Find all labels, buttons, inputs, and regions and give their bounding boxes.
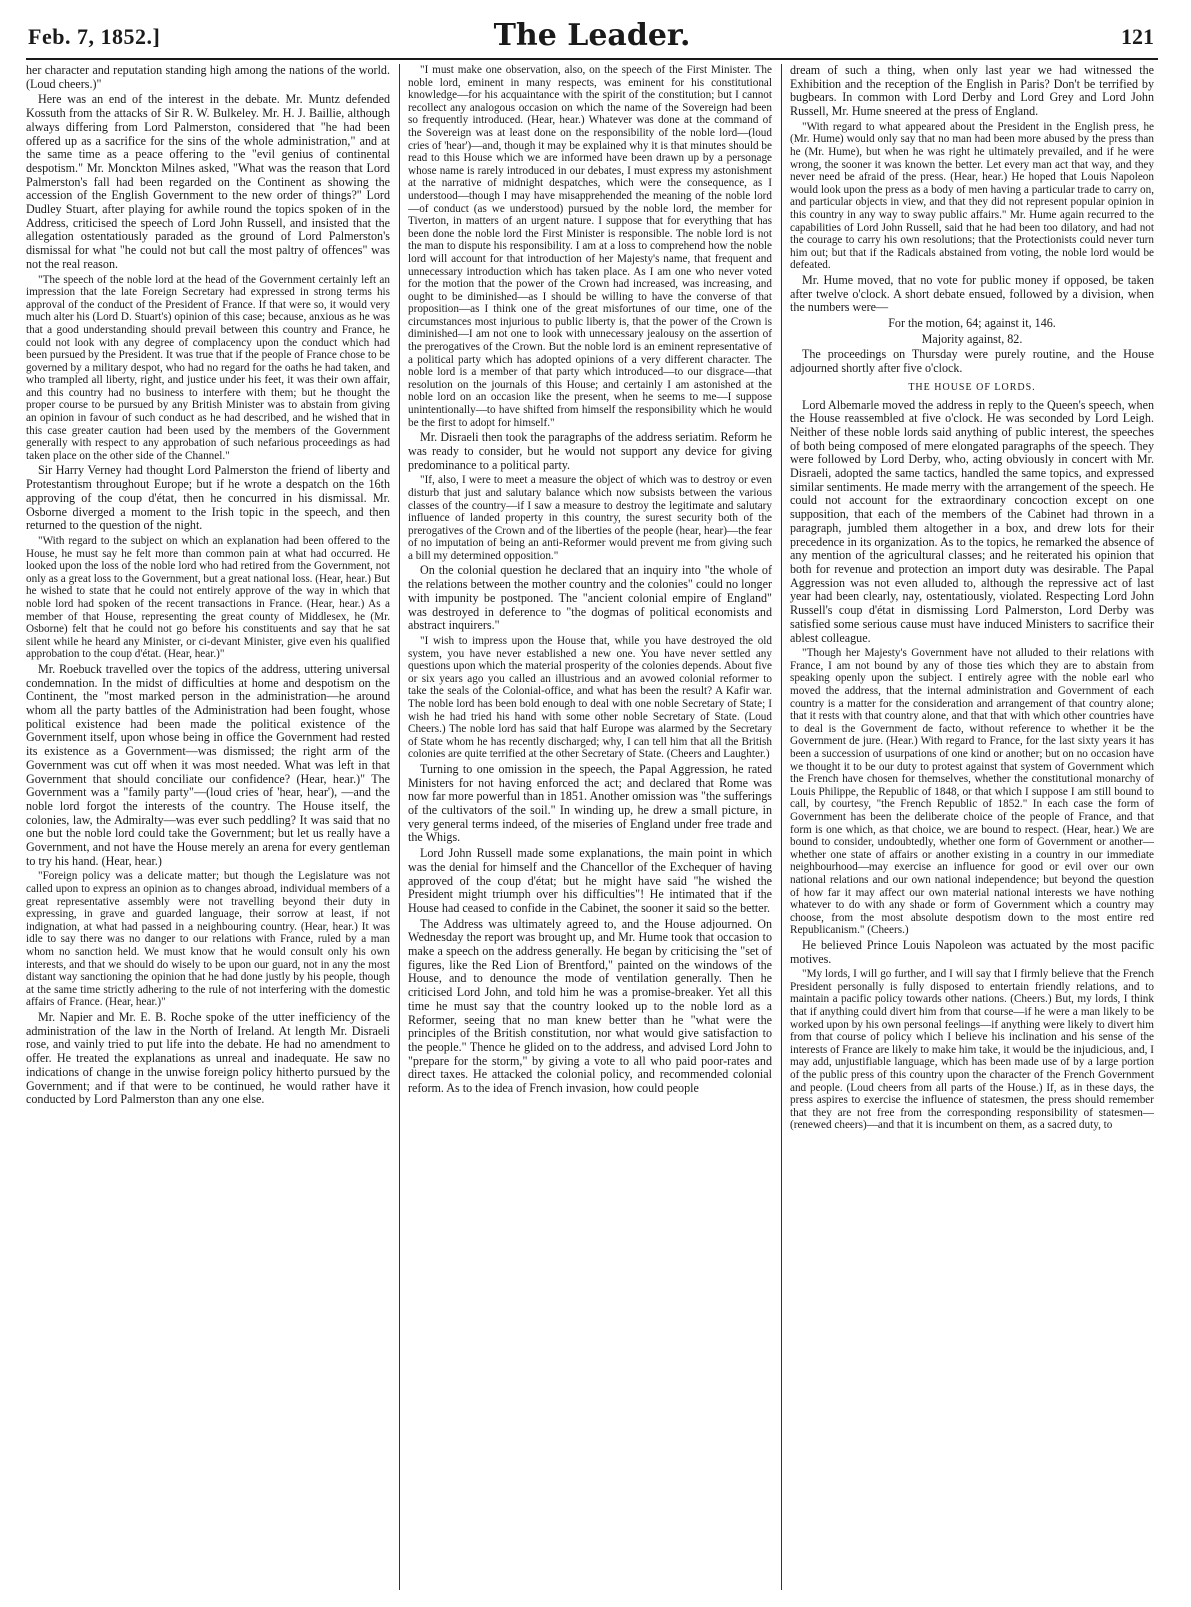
division-result: For the motion, 64; against it, 146.	[888, 316, 1056, 331]
paragraph: Mr. Roebuck travelled over the topics of the address, uttering universal condemnation. In the midst of difficulties at home and despotism on the Continent, the "most marked person in the administration—he around whom all the party battles of the Administration had been fought, whose political existence had been made the political existence of the Government itself, upon whose being in office the Government had rested its existence as a Government—was dismissed; the right arm of the Government was cut off when it was most needed. What was left in that Government that should conciliate our confidence? (Hear, hear.)" The Government was a "family party"—(loud cries of 'hear, hear'), —and the noble lord forgot the interests of the country. The House itself, the colonies, law, the Admiralty—was ever such peddling? It was said that no one but the noble lord could take the Government; but let us really have a Government, and not have the House merely an arena for every gentleman to try his hand. (Hear, hear.)	[26, 661, 390, 868]
column-rule	[399, 64, 400, 1590]
paragraph: He believed Prince Louis Napoleon was actuated by the most pacific motives.	[790, 937, 1154, 966]
paragraph: Mr. Disraeli then took the paragraphs of the address seriatim. Reform he was ready to consider, but he would not support any device for giving predominance to a political party.	[408, 430, 772, 472]
quoted-paragraph: "The speech of the noble lord at the head of the Government certainly left an impression that the late Foreign Secretary had expressed in strong terms his approval of the conduct of the President of France. If that were so, it would very much alter his (Lord D. Stuart's) opinion of this case; because, anxious as he was that a good understanding should prevail between this country and France, he could not look with any degree of complacency upon the conduct which had been pursued by the President. It was true that if the people of France chose to be governed by a military despot, who had no regard for the oaths he had taken, and who trampled all liberty, right, and justice under his feet, it was their own affair, and this country had no business to interfere with them; but he thought the proper course to be pursued by any British Minister was to abstain from giving an opinion in favour of such conduct as he had described, and he wished that in this case greater caution had been used by the members of the Government generally with respect to any approbation of such nefarious proceedings as had taken place on the other side of the Channel."	[26, 273, 390, 462]
quoted-paragraph: "Foreign policy was a delicate matter; but though the Legislature was not called upon to express an opinion as to changes abroad, individual members of a great representative assembly were not travelling beyond their duty in expressing, in grave and guarded language, their sorrow at least, if not indignation, at what had passed in a neighbouring country. (Hear, hear.) It was idle to say there was no danger to our relations with France, ruled by a man whom no sanction held. We must know that he would consult only his own interests, and that we should do wisely to be upon our guard, not in any the most distant way sanctioning the opinion that he had done justly by his people, though at the same time strictly adhering to the rule of not interfering with the domestic affairs of France. (Hear, hear.)"	[26, 870, 390, 1009]
paragraph: Sir Harry Verney had thought Lord Palmerston the friend of liberty and Protestantism throughout Europe; but if he wrote a despatch on the 16th approving of the coup d'état, then he concurred in his dismissal. Mr. Osborne diverged a moment to the Irish topic in the speech, and then returned to the question of the night.	[26, 463, 390, 533]
column-rule	[781, 64, 782, 1590]
quoted-paragraph: "Though her Majesty's Government have not alluded to their relations with France, I am not bound by any of those ties which they are to abstain from speaking openly upon the subject. I entirely agree with the noble earl who moved the address, that the internal administration and Government of each country is a matter for the consideration and arrangement of that country alone; that it rests with that country alone, and that that with which other countries have to deal is the Government de facto, without reference to whether it be the Government de jure. (Hear.) With regard to France, for the last sixty years it has been a succession of usurpations of one kind or another; but on no occasion have we thought it to be our duty to protest against that system of Government which the French have chosen for themselves, whether the constitutional monarchy of Louis Philippe, the Republic of 1848, or that which I suppose I am still bound to call, by courtesy, "the French Republic of 1852." In each case the form of Government has been the deliberate choice of the people of France, and that form is one which, as that choice, we are bound to respect. (Hear, hear.) We are bound to consider, undoubtedly, whether one form of Government or another—whether one state of affairs or another existing in a country in our immediate neighbourhood—may exercise an influence for good or evil over our own national relations and our own national independence; but beyond the question of how far it may affect our own material national interests we have nothing whatever to do with any shade or form of Government which a country may choose, from the most absolute despotism down to the most entire red Republicanism." (Cheers.)	[790, 647, 1154, 937]
paragraph: Lord Albemarle moved the address in reply to the Queen's speech, when the House reassembled at five o'clock. He was seconded by Lord Leigh. Neither of these noble lords said anything of public interest, the speeches of both being composed of mere elongated paragraphs of the speech. They were followed by Lord Derby, who, acting obviously in concert with Mr. Disraeli, adopted the same tactics, handled the same topics, and expressed similar sentiments. He made merry with the arrangement of the speech. He could not account for the extraordinary concoction except on one supposition, that each of the members of the Cabinet had thrown in a paragraph, jumbled them altogether in a box, and drew lots for their precedence in its organization. As to the topics, he remarked the absence of any mention of the agricultural classes; and he reiterated his opinion that both for revenue and protection an import duty was desirable. The Papal Aggression was not even alluded to, although the repressive act of last year had been clearly, nay, ostentatiously, violated. Respecting Lord John Russell's coup d'état in dismissing Lord Palmerston, Lord Derby was satisfied some serious cause must have induced Ministers to sacrifice their ablest colleague.	[790, 397, 1154, 645]
quoted-paragraph: "My lords, I will go further, and I will say that I firmly believe that the French President personally is fully disposed to entertain friendly relations, and to maintain a pacific policy towards other nations. (Cheers.) But, my lords, I think that if anything could divert him from that course—if he were a man likely to be worked upon by his own personal feelings—if anything were likely to divert him from that course of policy which I believe his inclination and his sense of the interests of France are likely to make him take, it would be the injudicious, and, I may add, unjustifiable language, which has been made use of by a large portion of the public press of this country upon the character of the French Government and people. (Loud cheers from all parts of the House.) If, as in these days, the press aspires to exercise the influence of statesmen, the press should remember that they are not free from the corresponding responsibility of statesmen—(renewed cheers)—and that it is incumbent on them, as a sacred duty, to	[790, 968, 1154, 1132]
column-3	[790, 64, 1154, 1590]
quoted-paragraph: "If, also, I were to meet a measure the object of which was to destroy or even disturb that just and salutary balance which now subsists between the various classes of the country—if I saw a measure to destroy the legitimate and salutary influence of landed property in this country, the surest security both of the prerogatives of the Crown and of the liberties of the people (hear, hear)—the fear of no imputation of being an anti-Reformer would prevent me from giving such a bill my determined opposition."	[408, 474, 772, 562]
issue-date: Feb. 7, 1852.]	[28, 24, 161, 49]
text-columns	[26, 64, 1158, 1590]
column-2	[408, 64, 772, 1590]
quoted-paragraph: "I must make one observation, also, on the speech of the First Minister. The noble lord, eminent in many respects, was eminent for his constitutional knowledge—for his acquaintance with the spirit of the constitution; but I cannot recollect any analogous occasion on which the name of the Sovereign had been so frequently introduced. (Hear, hear.) Whatever was done at the command of the Sovereign was at least done on the responsibility of the noble lord—(loud cries of 'hear')—and, though it may be explained why it is that minutes should be read to this House which we are informed have been drawn up by a personage whose name is rarely introduced in our debates, I must express my astonishment at the narrative of midnight despatches, which were the consequence, as I understood—though I may have misapprehended the meaning of the noble lord—of conduct (as we understood) pursued by the noble lord, the member for Tiverton, in matters of an urgent nature. I suppose that for everything that has been done the noble lord the First Minister is responsible. The noble lord is not the man to dispute his responsibility. I am at a loss to comprehend how the noble lord will account for that introduction of her Majesty's name, that frequent and unnecessary introduction which has taken place. As I am one who never voted for the motion that the power of the Crown had increased, was increasing, and ought to be diminished—as I should be willing to have the converse of that proposition—as I think one of the great misfortunes of our time, one of the circumstances most injurious to public liberty is, that the power of the Crown is diminished—I am not one to look with unnecessary jealousy on the assertion of the prerogatives of the Crown. But the noble lord is an eminent representative of a political party which has adopted opinions of a very different character. The noble lord is a member of that party which introduced—to our disgrace—that resolution on the journals of this House; and certainly I am astonished at the noble lord on an occasion like the present, when he seems to me—I suppose unintentionally—to have shifted from himself the responsibility which he would be the first to adopt for himself."	[408, 64, 772, 429]
paragraph: The proceedings on Thursday were purely routine, and the House adjourned shortly after five o'clock.	[790, 347, 1154, 376]
paragraph: Here was an end of the interest in the debate. Mr. Muntz defended Kossuth from the attacks of Sir R. W. Bulkeley. Mr. H. J. Baillie, although always differing from Lord Palmerston, considered that "he had been offered up as a sacrifice for the sins of the whole administration," and at the same time as a peace offering to the "evil genius of continental despotism." Mr. Monckton Milnes asked, "What was the reason that Lord Palmerston's fall had been regarded on the Continent as showing the accession of the English Government to the new order of things?" Lord Dudley Stuart, after playing for awhile round the topics spoken of in the Address, criticised the speech of Lord John Russell, and insisted that the allegation ostentatiously paraded as the ground of Lord Palmerston's dismissal for what "he could not but call the most paltry of offences" was not the real reason.	[26, 92, 390, 271]
quoted-paragraph: "I wish to impress upon the House that, while you have destroyed the old system, you have never established a new one. You have never settled any questions upon which the material prosperity of the colonies depends. About five or six years ago you called an illustrious and an avowed colonial reformer to take the seals of the Colonial-office, and what has been the result? A Kafir war. The noble lord has been bold enough to deal with one noble Secretary of State; I wish he had tried his hand with some other noble Secretary of State. (Loud Cheers.) The noble lord has said that half Europe was alarmed by the Secretary of State whom he has recently discharged; why, I can tell him that all the British colonies are quite terrified at the other Secretary of State. (Cheers and Laughter.)	[408, 635, 772, 761]
masthead	[26, 18, 1158, 60]
division-majority: Majority against, 82.	[921, 331, 1023, 346]
quoted-paragraph: "With regard to the subject on which an explanation had been offered to the House, he must say he felt more than common pain at what had occurred. He looked upon the loss of the noble lord who had retired from the Government, not only as a great loss to the Government, but a great national loss. (Hear, hear.) But he wished to state that he could not entirely approve of the way in which that noble lord had spoken of the recent transactions in France. (Hear, hear.) As a member of that House, representing the great county of Middlesex, he (Mr. Osborne) felt that he could not go before his constituents and say that he sat silent while he heard any Minister, or ci-devant Minister, give even his qualified approbation to the coup d'état. (Hear, hear.)"	[26, 534, 390, 661]
paragraph: Lord John Russell made some explanations, the main point in which was the denial for himself and the Chancellor of the Exchequer of having approved of the coup d'état; but he might have said "he wished the President might triumph over his difficulties"! He intimated that if the House had ceased to confide in the Cabinet, the sooner it said so the better.	[408, 846, 772, 915]
paragraph: On the colonial question he declared that an inquiry into "the whole of the relations between the mother country and the colonies" could no longer with impunity be postponed. The "ancient colonial empire of England" was destroyed in deference to "the dogmas of political economists and abstract inquirers."	[408, 563, 772, 633]
section-heading-house-of-lords: THE HOUSE OF LORDS.	[908, 381, 1036, 393]
column-1	[26, 64, 390, 1590]
page-number: 121	[1121, 24, 1154, 49]
paragraph: Mr. Napier and Mr. E. B. Roche spoke of the utter inefficiency of the administration of the law in the North of Ireland. At length Mr. Disraeli rose, and vainly tried to put life into the debate. He had no amendment to offer. He treated the explanations as unreal and inadequate. He saw no indications of change in the unwise foreign policy hitherto pursued by the Government; and if that were to be continued, he would rather have it conducted by Lord Palmerston than any one else.	[26, 1009, 390, 1107]
quoted-paragraph: "With regard to what appeared about the President in the English press, he (Mr. Hume) would only say that no man had been more abused by the press than he (Mr. Hume), but when he was right he ultimately prevailed, and if he were wrong, the sooner it was known the better. Let every man act that way, and they never need be afraid of the press. (Hear, hear.) He hoped that Louis Napoleon would look upon the press as a body of men having a particular trade to carry on, and particular objects in view, and that they did not represent popular opinion in this country in any way to sway public affairs." Mr. Hume again recurred to the capabilities of Lord John Russell, said that he had been too dilatory, and had not the courage to carry his own resolutions; that the Protectionists could never turn him out; but that if the Radicals abstained from voting, the noble lord would be defeated.	[790, 120, 1154, 272]
paragraph: Turning to one omission in the speech, the Papal Aggression, he rated Ministers for not having enforced the act; and declared that Rome was now far more powerful than in 1851. Another omission was "the sufferings of the cultivators of the soil." In winding up, he drew a small picture, in very general terms indeed, of the miseries of England under free trade and the Whigs.	[408, 761, 772, 845]
paragraph: Mr. Hume moved, that no vote for public money if opposed, be taken after twelve o'clock. A short debate ensued, followed by a division, when the numbers were—	[790, 272, 1154, 315]
newspaper-page	[26, 18, 1158, 1590]
paragraph: her character and reputation standing high among the nations of the world. (Loud cheers.)"	[26, 64, 390, 91]
newspaper-title: The Leader.	[493, 18, 691, 53]
paragraph: The Address was ultimately agreed to, and the House adjourned. On Wednesday the report was brought up, and Mr. Hume took that occasion to make a speech on the address generally. He began by criticising the "set of figures, like the Red Lion of Brentford," painted on the windows of the House, and to denounce the mode of ventilation generally. Then he criticised Lord John, and told him he was a promise-breaker. Yet all this time he must say that the country looked up to the noble lord as a Reformer, seeing that no man knew better than he "what were the principles of the British constitution, nor what would give satisfaction to the people." Thence he glided on to the address, and advised Lord John to "prepare for the storm," by giving a vote to all who paid poor-rates and direct taxes. He attacked the colonial policy, and recommended colonial reform. As to the idea of French invasion, how could people	[408, 916, 772, 1096]
paragraph: dream of such a thing, when only last year we had witnessed the Exhibition and the reception of the English in Paris? Don't be terrified by bugbears. In common with Lord Derby and Lord Grey and Lord John Russell, Mr. Hume sneered at the press of England.	[790, 64, 1154, 119]
